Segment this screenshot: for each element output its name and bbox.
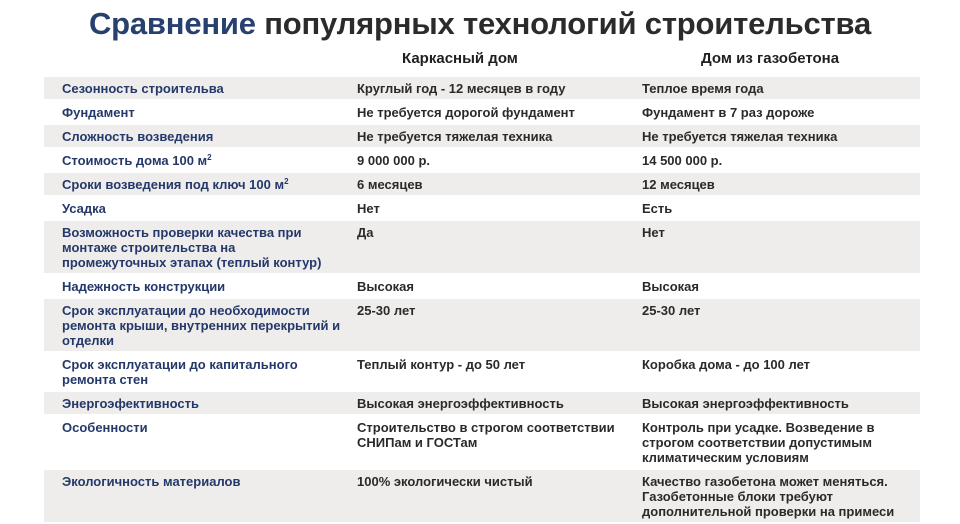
gas-concrete-value: Есть	[642, 201, 673, 216]
frame-house-value: Строительство в строгом соответствии СНИПам и ГОСТам	[357, 420, 615, 450]
row-label-text: Сроки возведения под ключ 100 м	[62, 177, 285, 192]
row-label-text: Стоимость дома 100 м	[62, 153, 208, 168]
row-label	[44, 353, 349, 390]
row-label	[44, 470, 349, 522]
table-row	[44, 470, 920, 522]
unit-superscript: 2	[207, 153, 212, 162]
row-label-text: Срок эксплуатации до необходимости ремонта крыши, внутренних перекрытий и отделки	[62, 303, 341, 348]
gas-concrete-value: Не требуется тяжелая техника	[634, 125, 920, 147]
row-label-text: Энергоэфективность	[62, 396, 199, 411]
frame-house-value: 6 месяцев	[349, 173, 634, 195]
frame-house-value: Высокая	[357, 279, 414, 294]
row-label	[44, 416, 349, 468]
gas-concrete-value: Нет	[634, 221, 920, 273]
gas-concrete-value: Теплое время года	[634, 77, 920, 99]
row-label	[44, 125, 349, 147]
row-label	[44, 101, 349, 123]
table-row	[44, 149, 920, 171]
gas-concrete-value: Коробка дома - до 100 лет	[642, 357, 811, 372]
table-row	[44, 275, 920, 297]
table-row	[44, 392, 920, 414]
row-label	[44, 197, 349, 219]
table-row	[44, 197, 920, 219]
table-row	[44, 221, 920, 273]
gas-concrete-value: Контроль при усадке. Возведение в строгом соответствии допустимым климатическим условиям	[642, 420, 875, 465]
gas-concrete-value: Качество газобетона может меняться. Газобетонные блоки требуют дополнительной проверки на примеси	[634, 470, 920, 522]
frame-house-value: 100% экологически чистый	[349, 470, 634, 522]
row-label	[44, 221, 349, 273]
row-label	[44, 299, 349, 351]
unit-superscript: 2	[284, 177, 289, 186]
row-label-text: Возможность проверки качества при монтаже строительства на промежуточных этапах (теплый контур)	[62, 225, 322, 270]
table-row	[44, 353, 920, 390]
gas-concrete-value: Высокая	[642, 279, 699, 294]
row-label-text: Сезонность строительва	[62, 81, 224, 96]
title-accent: Сравнение	[88, 6, 256, 41]
table-row	[44, 77, 920, 99]
table-row	[44, 101, 920, 123]
column-header-frame-house: Каркасный дом	[402, 50, 518, 67]
row-label-text: Фундамент	[62, 105, 135, 120]
frame-house-value: Высокая энергоэффективность	[349, 392, 634, 414]
comparison-table	[44, 75, 920, 524]
row-label	[44, 173, 349, 195]
table-row	[44, 299, 920, 351]
table-row	[44, 416, 920, 468]
gas-concrete-value: Фундамент в 7 раз дороже	[642, 105, 815, 120]
gas-concrete-value: Высокая энергоэффективность	[634, 392, 920, 414]
row-label-text: Сложность возведения	[62, 129, 214, 144]
row-label-text: Надежность конструкции	[62, 279, 226, 294]
row-label	[44, 275, 349, 297]
frame-house-value: Да	[349, 221, 634, 273]
frame-house-value: 9 000 000 р.	[357, 153, 430, 168]
column-header-gas-concrete-house: Дом из газобетона	[701, 50, 840, 67]
row-label	[44, 149, 349, 171]
row-label	[44, 392, 349, 414]
frame-house-value: Круглый год - 12 месяцев в году	[349, 77, 634, 99]
row-label-text: Экологичность материалов	[62, 474, 241, 489]
title-rest: популярных технологий строительства	[255, 6, 872, 41]
table-row	[44, 173, 920, 195]
row-label-text: Срок эксплуатации до капитального ремонта стен	[62, 357, 298, 387]
row-label-text: Усадка	[62, 201, 106, 216]
row-label-text: Особенности	[62, 420, 148, 435]
row-label	[44, 77, 349, 99]
table-row	[44, 125, 920, 147]
frame-house-value: Не требуется тяжелая техника	[349, 125, 634, 147]
page-title	[0, 6, 960, 42]
frame-house-value: 25-30 лет	[349, 299, 634, 351]
gas-concrete-value: 14 500 000 р.	[642, 153, 723, 168]
frame-house-value: Теплый контур - до 50 лет	[357, 357, 526, 372]
gas-concrete-value: 12 месяцев	[634, 173, 920, 195]
frame-house-value: Не требуется дорогой фундамент	[357, 105, 575, 120]
gas-concrete-value: 25-30 лет	[634, 299, 920, 351]
frame-house-value: Нет	[357, 201, 380, 216]
